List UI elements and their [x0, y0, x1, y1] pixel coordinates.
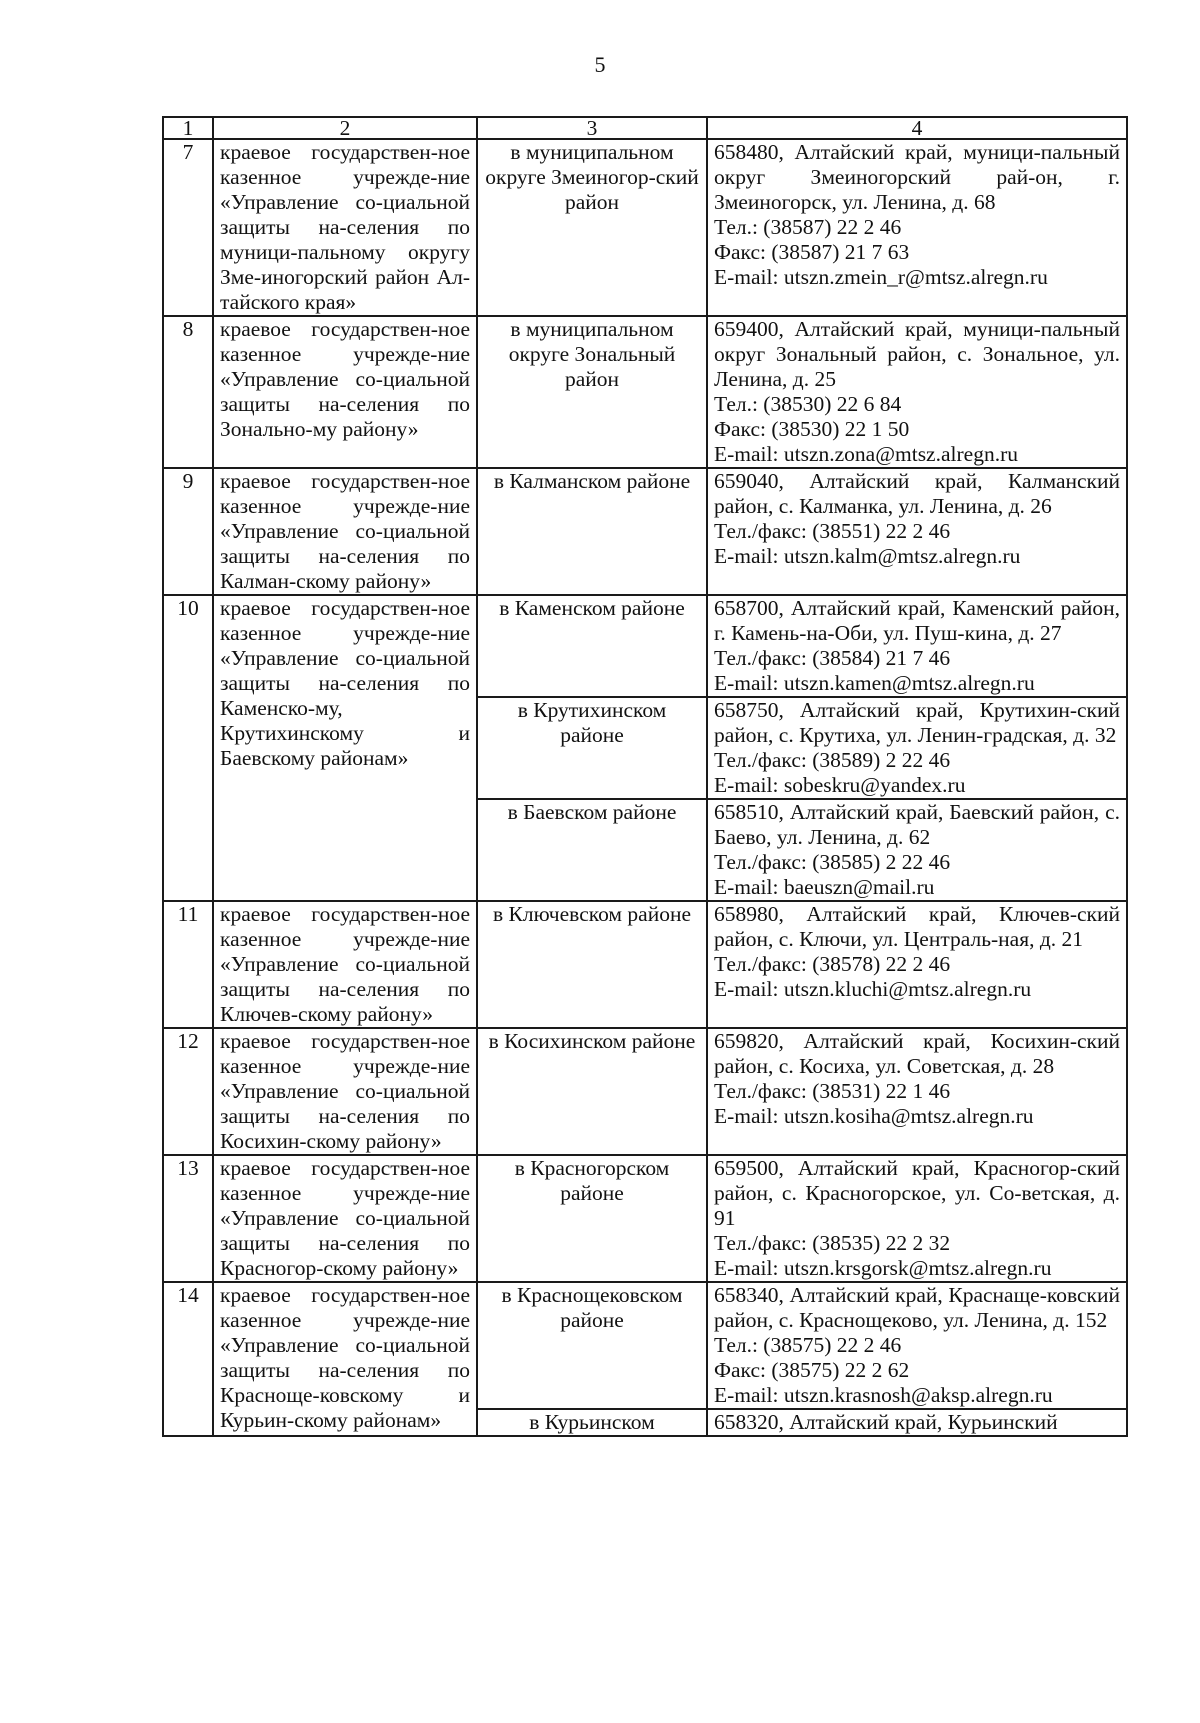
contact-email: E-mail: utszn.kluchi@mtsz.alregn.ru: [714, 977, 1032, 1001]
institution-name: краевое государствен-ное казенное учрежде-ние «Управление со-циальной защиты на-селения по муници-пальному округу Зме-иногорский район Ал-тайского края»: [213, 139, 477, 316]
service-area: в Калманском районе: [477, 468, 707, 595]
contact-details: [707, 901, 1127, 1028]
table-row: [163, 1155, 1127, 1282]
service-area: в Крутихинском районе: [477, 697, 707, 799]
table-header-row: [163, 117, 1127, 139]
contact-email: E-mail: utszn.krsgorsk@mtsz.alregn.ru: [714, 1256, 1052, 1280]
table-row: [163, 468, 1127, 595]
row-number: 8: [163, 316, 213, 468]
contact-phone: Тел./факс: (38531) 22 1 46: [714, 1079, 951, 1103]
contact-details: [707, 799, 1127, 901]
contact-fax: Факс: (38575) 22 2 62: [714, 1358, 910, 1382]
contact-address: 659820, Алтайский край, Косихин-ский район, с. Косиха, ул. Советская, д. 28: [714, 1029, 1126, 1078]
row-number: 7: [163, 139, 213, 316]
institution-name: краевое государствен-ное казенное учрежде-ние «Управление со-циальной защиты на-селения по Калман-скому району»: [213, 468, 477, 595]
table-row: [163, 901, 1127, 1028]
service-area: в Ключевском районе: [477, 901, 707, 1028]
header-cell-2: 2: [213, 117, 477, 139]
contact-email: E-mail: utszn.krasnosh@aksp.alregn.ru: [714, 1383, 1053, 1407]
contact-details: [707, 316, 1127, 468]
contact-address: 659500, Алтайский край, Красногор-ский район, с. Красногорское, ул. Со-ветская, д. 91: [714, 1156, 1126, 1230]
contact-details: [707, 1155, 1127, 1282]
contact-email: E-mail: baeuszn@mail.ru: [714, 875, 935, 899]
table-row: [163, 139, 1127, 316]
contact-email: E-mail: utszn.kalm@mtsz.alregn.ru: [714, 544, 1021, 568]
contact-details: [707, 1409, 1127, 1436]
institution-name: краевое государствен-ное казенное учрежде-ние «Управление со-циальной защиты на-селения по Красногор-скому району»: [213, 1155, 477, 1282]
service-area: в Красногорском районе: [477, 1155, 707, 1282]
contact-address: 658980, Алтайский край, Ключев-ский район, с. Ключи, ул. Централь-ная, д. 21: [714, 902, 1126, 951]
row-number: 11: [163, 901, 213, 1028]
institution-name: краевое государствен-ное казенное учрежде-ние «Управление со-циальной защиты на-селения по Каменско-му, Крутихинскому и Баевскому районам»: [213, 595, 477, 901]
page-number: 5: [594, 52, 606, 77]
contact-details: [707, 1282, 1127, 1409]
institution-name: краевое государствен-ное казенное учрежде-ние «Управление со-циальной защиты на-селения по Красноще-ковскому и Курьин-скому районам»: [213, 1282, 477, 1436]
contact-details: [707, 139, 1127, 316]
contact-address: 658340, Алтайский край, Краснаще-ковский район, с. Краснощеково, ул. Ленина, д. 152: [714, 1283, 1126, 1332]
contact-email: E-mail: utszn.kosiha@mtsz.alregn.ru: [714, 1104, 1034, 1128]
table-row: [163, 1282, 1127, 1409]
contact-fax: Факс: (38587) 21 7 63: [714, 240, 910, 264]
contact-email: E-mail: utszn.kamen@mtsz.alregn.ru: [714, 671, 1035, 695]
institutions-table: [162, 116, 1128, 1437]
contact-address: 658700, Алтайский край, Каменский район, г. Камень-на-Оби, ул. Пуш-кина, д. 27: [714, 596, 1126, 645]
table-row: [163, 316, 1127, 468]
row-number: 14: [163, 1282, 213, 1436]
header-cell-4: 4: [707, 117, 1127, 139]
service-area: в Баевском районе: [477, 799, 707, 901]
service-area: в муниципальном округе Зональный район: [477, 316, 707, 468]
row-number: 13: [163, 1155, 213, 1282]
contact-phone: Тел./факс: (38535) 22 2 32: [714, 1231, 951, 1255]
contact-phone: Тел./факс: (38578) 22 2 46: [714, 952, 951, 976]
row-number: 10: [163, 595, 213, 901]
service-area: в муниципальном округе Змеиногор-ский район: [477, 139, 707, 316]
row-number: 12: [163, 1028, 213, 1155]
contact-phone: Тел.: (38575) 22 2 46: [714, 1333, 902, 1357]
contact-address: 658480, Алтайский край, муници-пальный округ Змеиногорский рай-он, г. Змеиногорск, ул. Ленина, д. 68: [714, 140, 1126, 214]
contact-address: 659040, Алтайский край, Калманский район, с. Калманка, ул. Ленина, д. 26: [714, 469, 1126, 518]
contact-details: [707, 697, 1127, 799]
contact-address: 659400, Алтайский край, муници-пальный округ Зональный район, с. Зональное, ул. Ленина, д. 25: [714, 317, 1126, 391]
header-cell-1: 1: [163, 117, 213, 139]
institution-name: краевое государствен-ное казенное учрежде-ние «Управление со-циальной защиты на-селения по Ключев-скому району»: [213, 901, 477, 1028]
contact-details: [707, 1028, 1127, 1155]
contact-email: E-mail: utszn.zona@mtsz.alregn.ru: [714, 442, 1018, 466]
contact-fax: Факс: (38530) 22 1 50: [714, 417, 910, 441]
service-area: в Каменском районе: [477, 595, 707, 697]
contact-phone: Тел.: (38530) 22 6 84: [714, 392, 902, 416]
contact-details: [707, 468, 1127, 595]
row-number: 9: [163, 468, 213, 595]
contact-address: 658320, Алтайский край, Курьинский: [714, 1410, 1058, 1434]
table-row: [163, 1028, 1127, 1155]
header-cell-3: 3: [477, 117, 707, 139]
institution-name: краевое государствен-ное казенное учрежде-ние «Управление со-циальной защиты на-селения по Косихин-скому району»: [213, 1028, 477, 1155]
contact-email: E-mail: utszn.zmein_r@mtsz.alregn.ru: [714, 265, 1048, 289]
service-area: в Краснощековском районе: [477, 1282, 707, 1409]
table-row: [163, 595, 1127, 697]
contact-email: E-mail: sobeskru@yandex.ru: [714, 773, 966, 797]
contact-phone: Тел.: (38587) 22 2 46: [714, 215, 902, 239]
contact-phone: Тел./факс: (38585) 2 22 46: [714, 850, 951, 874]
service-area: в Косихинском районе: [477, 1028, 707, 1155]
contact-address: 658510, Алтайский край, Баевский район, с. Баево, ул. Ленина, д. 62: [714, 800, 1126, 849]
contact-phone: Тел./факс: (38589) 2 22 46: [714, 748, 951, 772]
contact-phone: Тел./факс: (38584) 21 7 46: [714, 646, 951, 670]
contact-address: 658750, Алтайский край, Крутихин-ский район, с. Крутиха, ул. Ленин-градская, д. 32: [714, 698, 1126, 747]
institution-name: краевое государствен-ное казенное учрежде-ние «Управление со-циальной защиты на-селения по Зонально-му району»: [213, 316, 477, 468]
contact-phone: Тел./факс: (38551) 22 2 46: [714, 519, 951, 543]
contact-details: [707, 595, 1127, 697]
service-area: в Курьинском: [477, 1409, 707, 1436]
